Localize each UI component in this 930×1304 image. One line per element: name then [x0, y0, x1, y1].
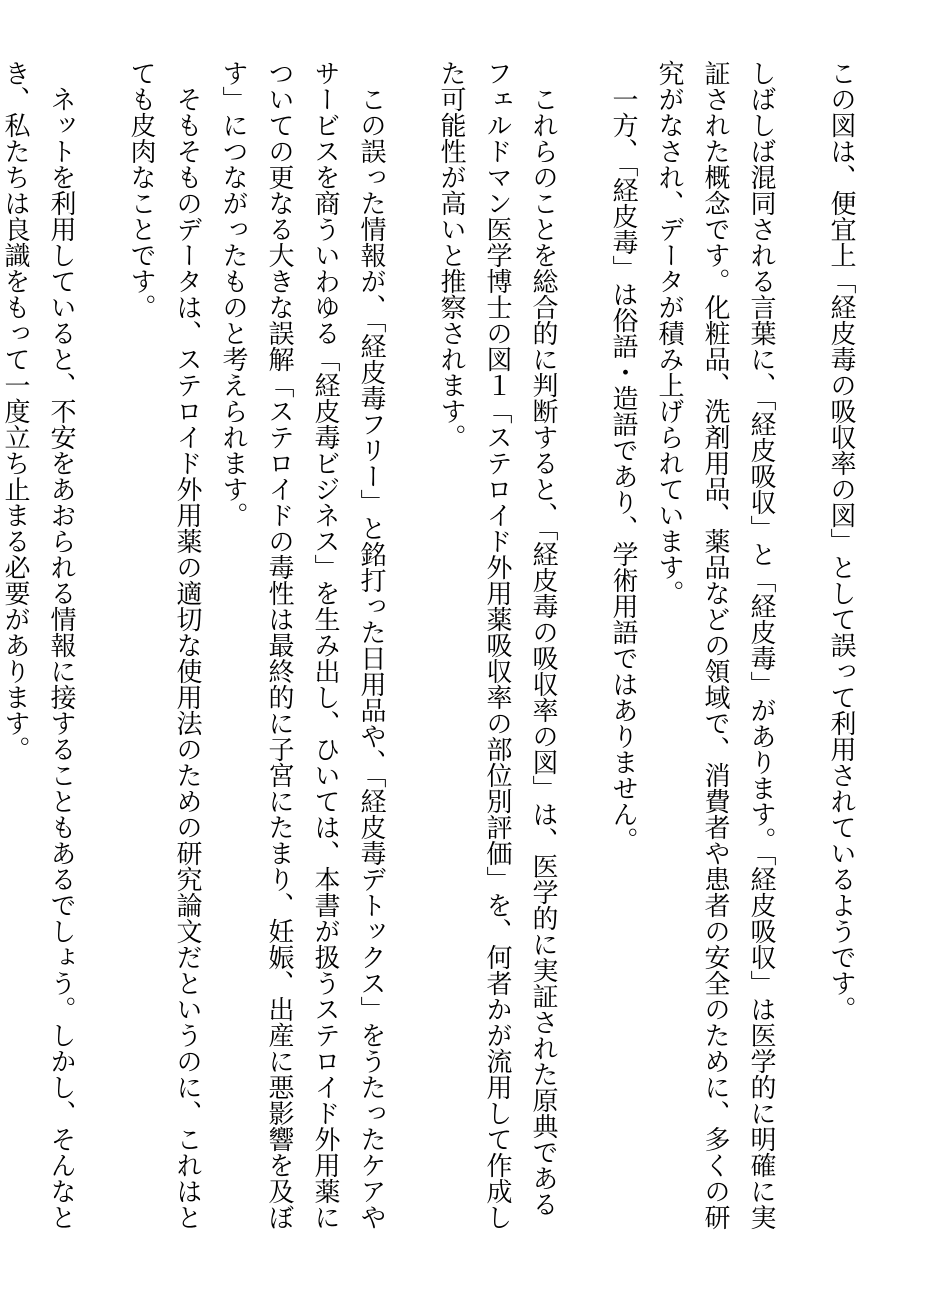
- paragraph-gap: [784, 60, 818, 1240]
- paragraph-intro: この図は、便宜上「経皮毒の吸収率の図」として誤って利用されているようです。: [826, 60, 856, 1022]
- vertical-text-body: [0, 60, 864, 1240]
- paragraph-conclusion: これらのことを総合的に判断すると、「経皮毒の吸収率の図」は、医学的に実証された原典であるフェルドマン医学博士の図１「ステロイド外用薬吸収率の部位別評価」を、何者かが流用して作成した可能性が高いと推察されます。: [436, 60, 558, 1230]
- paragraph-gap: [394, 60, 428, 1240]
- paragraph-advice: ネットを利用していると、不安をあおられる情報に接することもあるでしょう。しかし、そんなとき、私たちは良識をもって一度立ち止まる必要があります。: [0, 60, 76, 1230]
- paragraph-gap: [566, 60, 600, 1240]
- paragraph-irony: そもそものデータは、ステロイド外用薬の適切な使用法のための研究論文だというのに、これはとても皮肉なことです。: [126, 60, 202, 1230]
- paragraph-misinformation: この誤った情報が、「経皮毒フリー」と銘打った日用品や、「経皮毒デトックス」をうたったケアやサービスを商ういわゆる「経皮毒ビジネス」を生み出し、ひいては、本書が扱うステロイド外用薬についての更なる大きな誤解「ステロイドの毒性は最終的に子宮にたまり、妊娠、出産に悪影響を及ぼす」につながったものと考えられます。: [218, 60, 386, 1230]
- paragraph-keihi-kyushu: しばしば混同される言葉に、「経皮吸収」と「経皮毒」があります。「経皮吸収」は医学的に明確に実証された概念です。化粧品、洗剤用品、薬品などの領域で、消費者や患者の安全のために、多くの研究がなされ、データが積み上げられています。: [654, 60, 776, 1230]
- paragraph-keihidoku-term: 一方、「経皮毒」は俗語・造語であり、学術用語ではありません。: [608, 86, 638, 853]
- paragraph-gap: [84, 60, 118, 1240]
